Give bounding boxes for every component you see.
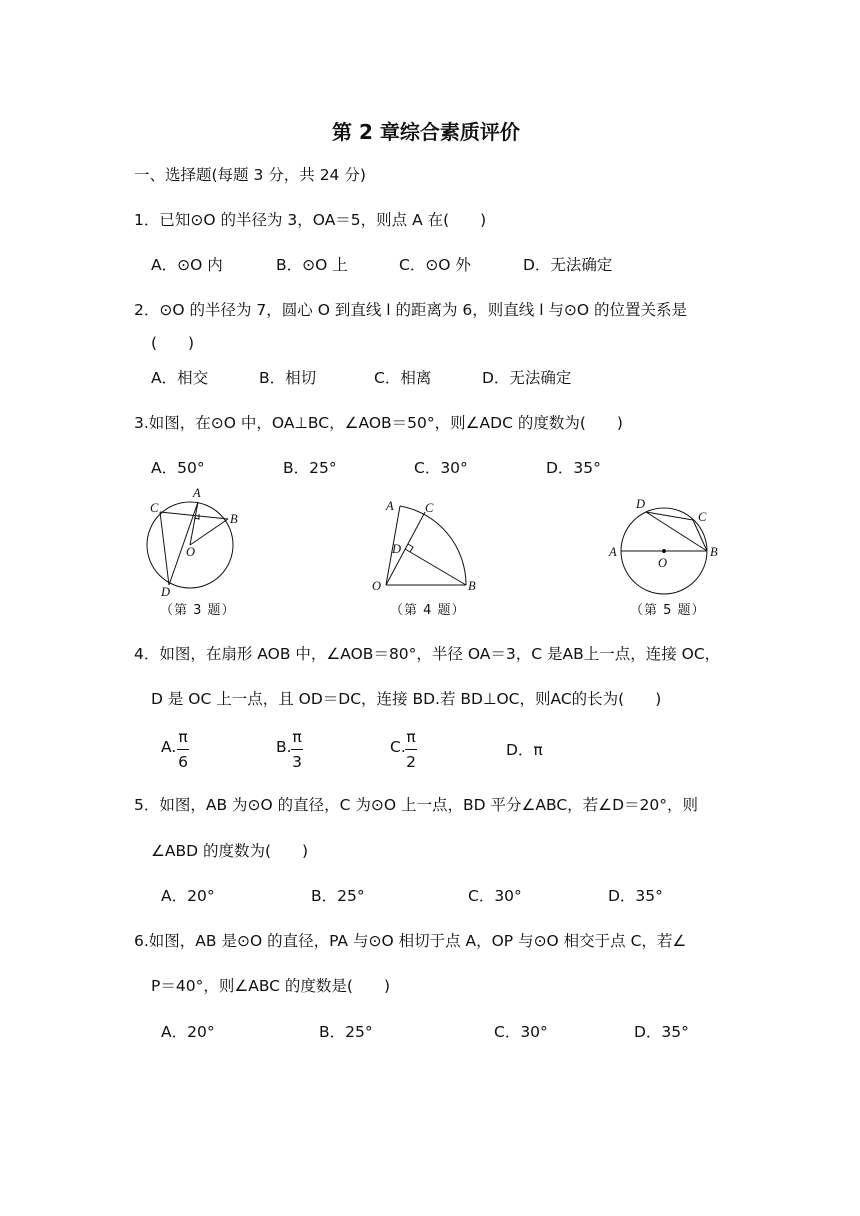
q4-option-b-fraction-bar — [291, 749, 303, 750]
fig3-label-b: B — [230, 512, 238, 526]
question-6-line-1: 6.如图，AB 是⊙O 的直径，PA 与⊙O 相切于点 A，OP 与⊙O 相交于点 C，若∠ — [134, 932, 687, 950]
q4-option-c-numerator: π — [406, 728, 416, 746]
fig5-caption: （第 5 题） — [630, 603, 706, 618]
q4-option-c-denominator: 2 — [406, 753, 416, 771]
figures-row — [120, 480, 760, 630]
section-heading: 一、选择题(每题 3 分，共 24 分) — [134, 166, 366, 184]
q1-option-b: B．⊙O 上 — [276, 256, 348, 274]
fig5-label-b: B — [710, 545, 718, 559]
fig5-label-o: O — [658, 556, 668, 570]
q4-option-b-numerator: π — [292, 728, 302, 746]
q6-option-a: A．20° — [161, 1023, 215, 1041]
question-5-line-2: ∠ABD 的度数为( ) — [151, 842, 309, 860]
q4-option-a-prefix: A. — [161, 738, 177, 756]
q4-option-c-prefix: C. — [390, 738, 406, 756]
fig3-label-a: A — [193, 486, 201, 500]
q3-option-b: B．25° — [283, 459, 337, 477]
q2-option-b: B．相切 — [259, 369, 317, 387]
fig3-label-c: C — [150, 501, 159, 515]
q5-option-a: A．20° — [161, 887, 215, 905]
q2-option-d: D．无法确定 — [482, 369, 572, 387]
q6-option-d: D．35° — [634, 1023, 689, 1041]
q6-option-b: B．25° — [319, 1023, 373, 1041]
q2-option-a: A．相交 — [151, 369, 209, 387]
fig4-label-d: D — [392, 542, 402, 556]
fig4-label-o: O — [372, 579, 382, 593]
question-2: 2．⊙O 的半径为 7，圆心 O 到直线 l 的距离为 6，则直线 l 与⊙O 的位置关系是 — [134, 301, 688, 319]
fig5-label-c: C — [698, 510, 707, 524]
fig4-label-a: A — [386, 499, 394, 513]
question-4-line-2: D 是 OC 上一点，且 OD＝DC，连接 BD.若 BD⊥OC，则AC的长为( ) — [151, 690, 662, 708]
q3-option-a: A．50° — [151, 459, 205, 477]
q4-option-a-numerator: π — [178, 728, 188, 746]
question-3: 3.如图，在⊙O 中，OA⊥BC，∠AOB＝50°，则∠ADC 的度数为( ) — [134, 414, 623, 432]
q1-option-a: A．⊙O 内 — [151, 256, 223, 274]
q4-option-b-denominator: 3 — [292, 753, 302, 771]
fig5-label-d: D — [636, 497, 646, 511]
q6-option-c: C．30° — [494, 1023, 548, 1041]
q4-option-a-denominator: 6 — [178, 753, 188, 771]
q4-option-a-fraction-bar — [177, 749, 189, 750]
fig4-label-c: C — [425, 501, 434, 515]
q1-option-d: D．无法确定 — [523, 256, 613, 274]
page-title: 第 2 章综合素质评价 — [332, 120, 520, 144]
fig3-label-d: D — [161, 585, 171, 599]
q1-option-c: C．⊙O 外 — [399, 256, 471, 274]
fig4-caption: （第 4 题） — [390, 603, 466, 618]
q5-option-c: C．30° — [468, 887, 522, 905]
q3-option-d: D．35° — [546, 459, 601, 477]
question-1: 1．已知⊙O 的半径为 3，OA＝5，则点 A 在( ) — [134, 211, 487, 229]
q4-option-b-prefix: B. — [276, 738, 292, 756]
fig4-label-b: B — [468, 579, 476, 593]
q5-option-b: B．25° — [311, 887, 365, 905]
q4-option-d: D．π — [506, 741, 543, 759]
q2-option-c: C．相离 — [374, 369, 432, 387]
q3-option-c: C．30° — [414, 459, 468, 477]
q4-option-c-fraction-bar — [405, 749, 417, 750]
fig3-label-o: O — [186, 545, 196, 559]
q5-option-d: D．35° — [608, 887, 663, 905]
question-2-blank: ( ) — [151, 334, 195, 352]
fig3-caption: （第 3 题） — [160, 603, 236, 618]
fig5-center-dot — [662, 549, 666, 553]
question-5-line-1: 5．如图，AB 为⊙O 的直径，C 为⊙O 上一点，BD 平分∠ABC，若∠D＝20°，则 — [134, 796, 698, 814]
question-6-line-2: P＝40°，则∠ABC 的度数是( ) — [151, 977, 391, 995]
question-4-line-1: 4．如图，在扇形 AOB 中，∠AOB＝80°，半径 OA＝3，C 是AB上一点，连接 OC， — [134, 645, 721, 663]
fig5-label-a: A — [609, 545, 617, 559]
